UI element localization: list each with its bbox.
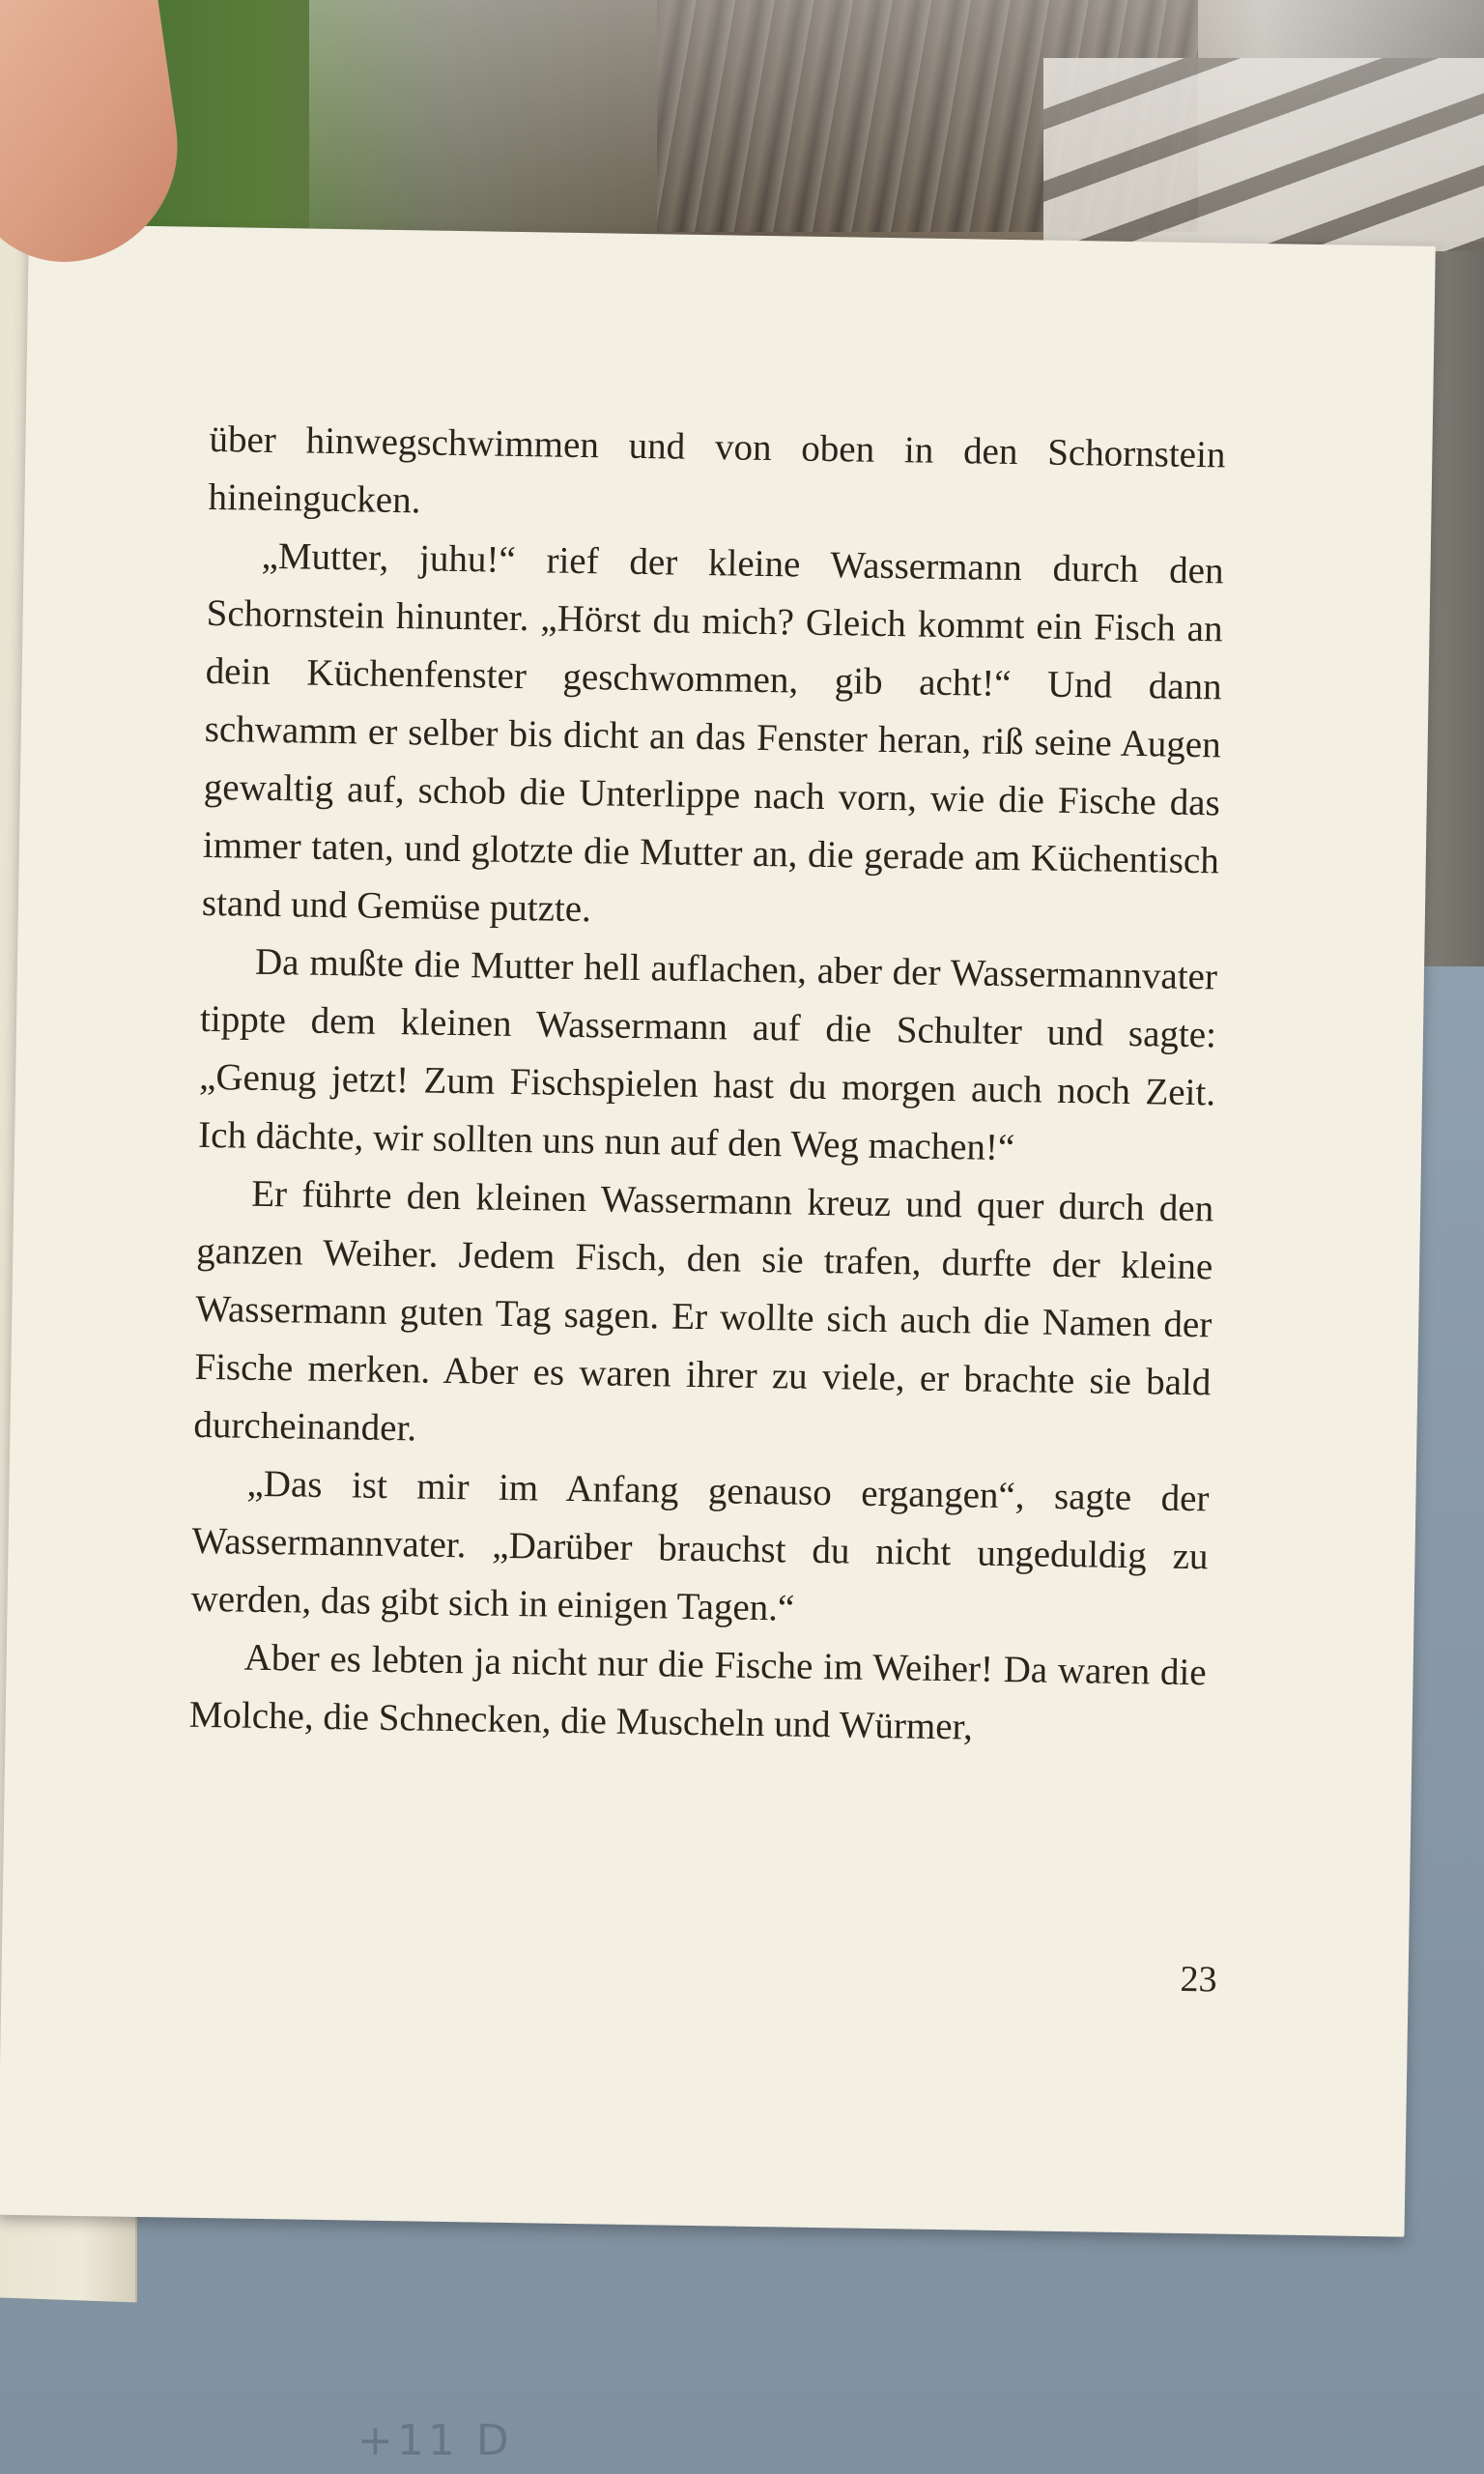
page-number: 23 [1180,1958,1217,2000]
table-scribble: +11 D [357,2416,513,2465]
page-body-text [188,411,1226,1760]
paragraph-6: Aber es lebten ja nicht nur die Fische im Weiher! Da waren die Molche, die Schnecken, die Muscheln und Würmer, [188,1636,1207,1748]
paragraph-4: Er führte den kleinen Wassermann kreuz und quer durch den ganzen Weiher. Jedem Fisch, den sie trafen, durfte der kleine Wassermann guten Tag sagen. Er wollte sich auch die Namen der Fische merken. Aber es waren ihrer zu viele, er brachte sie bald durcheinander. [193,1172,1214,1450]
paragraph-3: Da mußte die Mutter hell auflachen, aber der Wassermannvater tippte dem kleinen Wassermann auf die Schulter und sagte: „Genug jetzt! Zum Fischspielen hast du morgen auch noch Zeit. Ich dächte, wir sollten uns nun auf den Weg machen!“ [197,940,1218,1169]
paragraph-1: über hinwegschwimmen und von oben in den Schornstein hineingucken. [208,417,1226,522]
paragraph-5: „Das ist mir im Anfang genauso ergangen“, sagte der Wassermannvater. „Darüber brauchst du nicht ungeduldig zu werden, das gibt sich in einigen Tagen.“ [190,1462,1210,1629]
paragraph-2: „Mutter, juhu!“ rief der kleine Wassermann durch den Schornstein hinunter. „Hörst du mich? Gleich kommt ein Fisch an dein Küchenfenster geschwommen, gib acht!“ Und dann schwamm er selber bis dicht an das Fenster heran, riß seine Augen gewaltig auf, schob die Unterlippe nach vorn, wie die Fische das immer taten, und glotzte die Mutter an, die gerade am Küchentisch stand und Gemüse putzte. [201,534,1224,931]
plastic-sheet-reflection [309,0,1484,242]
book-page [0,224,1436,2237]
